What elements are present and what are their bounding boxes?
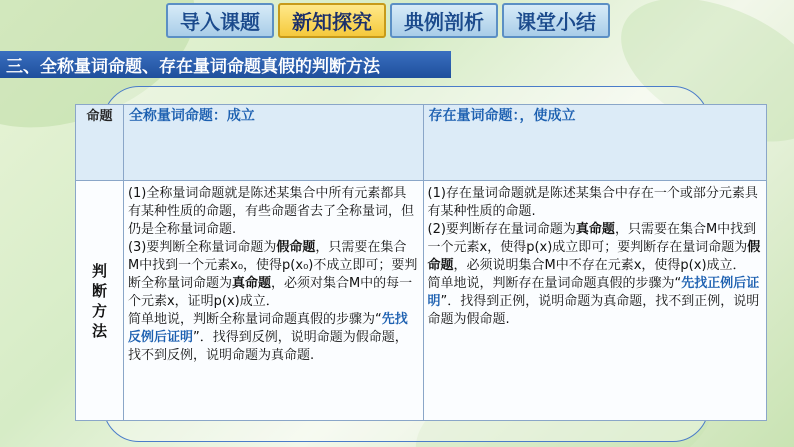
row-label: 判断方法 xyxy=(91,261,107,340)
existential-p3c: ”．找得到正例，说明命题为真命题，找不到正例，说明命题为假命题. xyxy=(427,294,760,327)
universal-true-keyword: 真命题 xyxy=(231,276,271,291)
section-title-bar xyxy=(0,51,451,78)
existential-p1: (1)存在量词命题就是陈述某集合中存在一个或部分元素具有某种性质的命题. xyxy=(427,186,758,219)
tab-new-knowledge[interactable]: 新知探究 xyxy=(278,3,386,38)
header-label: 命题 xyxy=(86,109,113,124)
section-title: 三、全称量词命题、存在量词命题真假的判断方法 xyxy=(6,57,380,77)
tab-intro[interactable]: 导入课题 xyxy=(166,3,274,38)
existential-method-text xyxy=(424,181,767,331)
universal-false-keyword: 假命题 xyxy=(276,240,316,255)
universal-p3a: 简单地说，判断全称量词命题真假的步骤为“ xyxy=(127,312,382,327)
universal-p3c: ”．找得到反例，说明命题为假命题，找不到反例，说明命题为真命题. xyxy=(127,330,408,363)
existential-p2c: ，只需要在集合M中找到一个元素x，使得p(x)成立即可；要判断存在量词命题为 xyxy=(427,222,757,255)
tab-summary[interactable]: 课堂小结 xyxy=(502,3,610,38)
universal-p2e: ，必须对集合M中的每一个元素x，证明p(x)成立． xyxy=(127,276,413,309)
existential-p2a: (2)要判断存在量词命题为 xyxy=(427,222,576,237)
existential-header-cell xyxy=(423,105,767,181)
existential-false-keyword: 假命题 xyxy=(427,240,761,273)
universal-header: 全称量词命题：成立 xyxy=(128,108,255,124)
universal-p1: (1)全称量词命题就是陈述某集合中所有元素都具有某种性质的命题，有些命题省去了全称量词，但仍是全称量词命题. xyxy=(127,186,414,237)
universal-p2c: ，只需要在集合M中找到一个元素x₀，使得p(x₀)不成立即可；要判断全称量词命题为 xyxy=(127,240,418,291)
existential-true-keyword: 真命题 xyxy=(575,222,615,237)
existential-header: 存在量词命题：，使成立 xyxy=(428,108,576,124)
existential-p2e: ，必须说明集合M中不存在元素x，使得p(x)成立． xyxy=(453,258,746,273)
existential-method-cell xyxy=(423,181,767,421)
existential-p3a: 简单地说，判断存在量词命题真假的步骤为“ xyxy=(427,276,682,291)
existential-step-highlight: 先找正例后证明 xyxy=(427,276,760,309)
lesson-tabs xyxy=(166,3,610,38)
table-header-row xyxy=(76,105,767,181)
header-label-cell xyxy=(76,105,124,181)
tab-examples[interactable]: 典例剖析 xyxy=(390,3,498,38)
universal-header-cell xyxy=(123,105,423,181)
universal-method-text xyxy=(124,181,423,367)
universal-step-highlight: 先找反例后证明 xyxy=(127,312,408,345)
universal-method-cell xyxy=(123,181,423,421)
universal-p2a: (3)要判断全称量词命题为 xyxy=(127,240,277,255)
row-label-cell xyxy=(76,181,124,421)
comparison-table xyxy=(75,104,767,421)
table-row xyxy=(76,181,767,421)
